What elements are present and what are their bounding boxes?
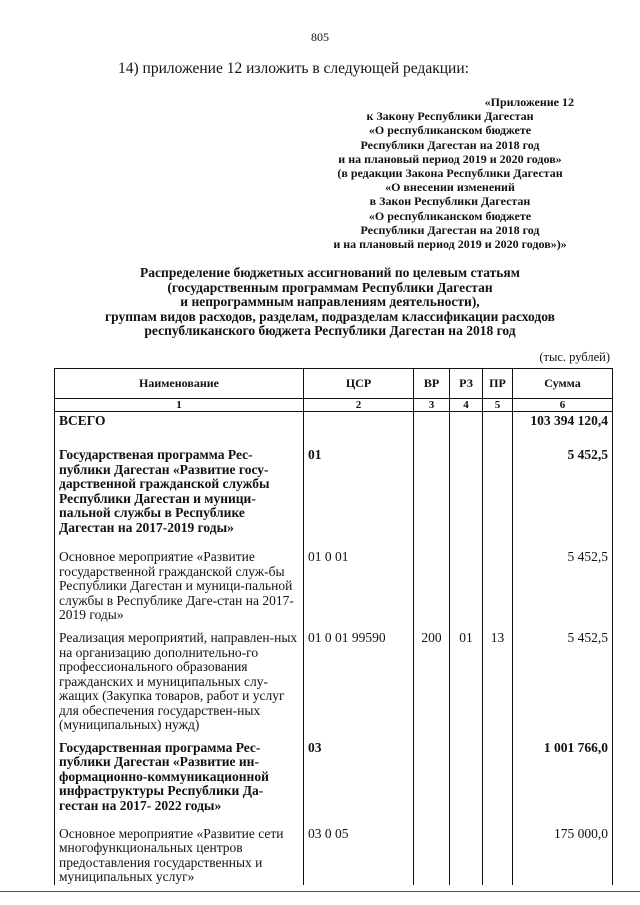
row-rz [450, 538, 483, 625]
page-number: 805 [311, 30, 329, 44]
table-title [40, 266, 620, 339]
table-row [55, 438, 613, 538]
column-number: 4 [450, 399, 483, 412]
row-pr [483, 412, 513, 439]
appendix-line: «Приложение 12 [484, 95, 574, 109]
page-bottom-rule [0, 891, 640, 892]
title-line: группам видов расходов, разделам, подразделам классификации расходов [105, 308, 555, 324]
row-csr: 01 0 01 [304, 538, 414, 625]
appendix-line: «О республиканском бюджете [368, 123, 532, 138]
row-csr [304, 412, 414, 439]
table-row [55, 733, 613, 821]
header-rz: РЗ [450, 369, 483, 399]
row-sum: 175 000,0 [513, 821, 613, 885]
table-row [55, 625, 613, 733]
header-pr: ПР [483, 369, 513, 399]
appendix-line: и на плановый период 2019 и 2020 годов» [338, 151, 562, 166]
table-row [55, 821, 613, 885]
title-line: (государственным программам Республики Дагестан [167, 279, 493, 295]
header-sum: Сумма [513, 369, 613, 399]
column-number-row [55, 399, 613, 412]
appendix-line: «О внесении изменений [385, 180, 515, 195]
appendix-line: Республики Дагестан на 2018 год [360, 222, 540, 237]
row-vr: 200 [414, 625, 450, 733]
column-number: 5 [483, 399, 513, 412]
row-pr [483, 438, 513, 538]
row-csr: 01 0 01 99590 [304, 625, 414, 733]
column-number: 2 [304, 399, 414, 412]
column-number: 1 [55, 399, 304, 412]
row-vr [414, 733, 450, 821]
row-name: Основное мероприятие «Развитие государственной гражданской служ-бы Республики Дагестан и муници-пальной службы в Республике Даге-стан на 2017-2019 годы» [55, 538, 304, 625]
row-rz: 01 [450, 625, 483, 733]
title-line: Распределение бюджетных ассигнований по целевым статьям [140, 265, 520, 280]
appendix-header [300, 95, 600, 251]
row-sum: 5 452,5 [513, 625, 613, 733]
row-name: Реализация мероприятий, направлен-ных на организацию дополнительно-го профессионального образования гражданских и муниципальных слу-жащих (Закупка товаров, работ и услуг для обеспечения государствен-ных (муниципальных) нужд) [55, 625, 304, 733]
column-number: 6 [513, 399, 613, 412]
appendix-line: Республики Дагестан на 2018 год [360, 137, 540, 152]
row-name: Государственая программа Рес-публики Дагестан «Развитие госу-дарственной гражданской службы Республики Дагестан и муници-пальной службы в Республике Дагестан на 2017-2019 годы» [55, 438, 304, 538]
row-rz [450, 733, 483, 821]
header-csr: ЦСР [304, 369, 414, 399]
appendix-line: «О республиканском бюджете [368, 208, 532, 223]
appendix-line: в Закон Республики Дагестан [369, 194, 531, 209]
appendix-line: и на плановый период 2019 и 2020 годов»)» [333, 237, 567, 252]
appendix-line: (в редакции Закона Республики Дагестан [337, 166, 563, 181]
row-vr [414, 538, 450, 625]
row-csr: 03 0 05 [304, 821, 414, 885]
row-pr [483, 821, 513, 885]
title-line: и непрограммным направлениям деятельности), [180, 294, 480, 309]
units-label: (тыс. рублей) [539, 350, 610, 364]
table-header-row [55, 369, 613, 399]
row-sum: 5 452,5 [513, 538, 613, 625]
row-pr [483, 538, 513, 625]
row-vr [414, 821, 450, 885]
budget-table [54, 368, 613, 885]
intro-text: 14) приложение 12 изложить в следующей редакции: [118, 60, 469, 77]
row-sum: 5 452,5 [513, 438, 613, 538]
row-pr [483, 733, 513, 821]
header-vr: ВР [414, 369, 450, 399]
title-line: республиканского бюджета Республики Дагестан на 2018 год [144, 323, 516, 338]
row-csr: 01 [304, 438, 414, 538]
row-rz [450, 821, 483, 885]
row-sum: 1 001 766,0 [513, 733, 613, 821]
row-pr: 13 [483, 625, 513, 733]
row-rz [450, 412, 483, 439]
column-number: 3 [414, 399, 450, 412]
row-sum: 103 394 120,4 [513, 412, 613, 439]
appendix-line: к Закону Республики Дагестан [366, 109, 534, 124]
row-vr [414, 438, 450, 538]
header-name: Наименование [55, 369, 304, 399]
row-name: Государственная программа Рес-публики Дагестан «Развитие ин-формационно-коммуникационной инфраструктуры Республики Да-гестан на 2017- 2022 годы» [55, 733, 304, 821]
row-rz [450, 438, 483, 538]
table-row-total [55, 412, 613, 439]
row-vr [414, 412, 450, 439]
table-row [55, 538, 613, 625]
row-csr: 03 [304, 733, 414, 821]
row-name: ВСЕГО [55, 412, 304, 439]
row-name: Основное мероприятие «Развитие сети многофункциональных центров предоставления государственных и муниципальных услуг» [55, 821, 304, 885]
